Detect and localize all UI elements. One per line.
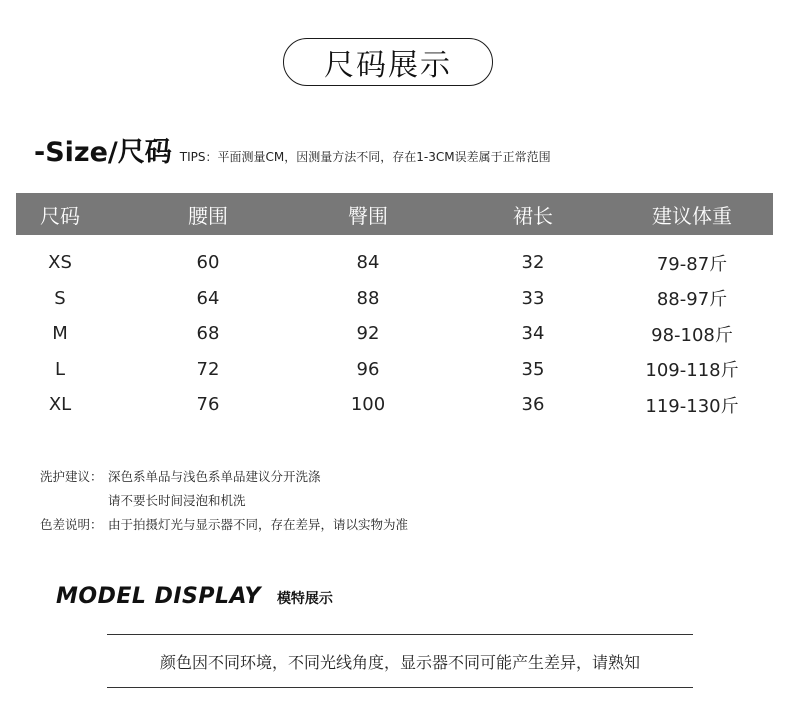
model-display-heading <box>56 584 333 609</box>
cell-skirt-length: 34 <box>521 323 545 345</box>
table-row <box>16 245 773 281</box>
size-table-header <box>16 193 773 235</box>
cell-hip: 92 <box>356 323 380 345</box>
cell-hip: 84 <box>356 252 380 274</box>
wash-advice-label: 洗护建议： <box>40 469 103 484</box>
size-tips: TIPS：平面测量CM，因测量方法不同，存在1-3CM误差属于正常范围 <box>179 150 551 164</box>
size-heading-label: -Size/尺码 <box>34 137 172 168</box>
header-size: 尺码 <box>40 203 80 228</box>
color-note-text: 由于拍摄灯光与显示器不同，存在差异，请以实物为准 <box>108 517 409 532</box>
cell-hip: 88 <box>356 287 380 309</box>
model-display-zh: 模特展示 <box>276 591 333 607</box>
header-skirt-length: 裙长 <box>513 203 553 228</box>
cell-waist: 72 <box>196 358 220 380</box>
cell-size: XS <box>48 252 72 274</box>
cell-size: S <box>54 287 66 309</box>
model-display-en: MODEL DISPLAY <box>56 584 261 609</box>
color-note-label: 色差说明： <box>40 517 103 532</box>
cell-weight: 79-87斤 <box>656 253 728 275</box>
cell-size: M <box>52 323 68 345</box>
header-weight: 建议体重 <box>652 203 732 228</box>
wash-advice-line <box>40 465 408 489</box>
cell-skirt-length: 33 <box>521 287 545 309</box>
header-waist: 腰围 <box>188 203 228 228</box>
divider-bottom <box>107 687 693 688</box>
cell-weight: 109-118斤 <box>645 360 739 382</box>
cell-weight: 119-130斤 <box>645 395 739 417</box>
cell-weight: 88-97斤 <box>656 289 728 311</box>
table-row <box>16 281 773 317</box>
cell-weight: 98-108斤 <box>651 324 733 346</box>
page-title: 尺码展示 <box>283 38 493 86</box>
cell-skirt-length: 36 <box>521 394 545 416</box>
care-notes <box>40 465 408 537</box>
cell-skirt-length: 35 <box>521 358 545 380</box>
header-hip: 臀围 <box>348 203 388 228</box>
wash-advice-text: 深色系单品与浅色系单品建议分开洗涤 <box>108 469 321 484</box>
size-table-body <box>16 245 773 423</box>
table-row <box>16 352 773 388</box>
cell-waist: 68 <box>196 323 220 345</box>
table-row <box>16 387 773 423</box>
table-row <box>16 316 773 352</box>
cell-size: L <box>54 358 66 380</box>
color-disclaimer: 颜色因不同环境，不同光线角度，显示器不同可能产生差异，请熟知 <box>159 652 640 672</box>
cell-skirt-length: 32 <box>521 252 545 274</box>
size-heading <box>34 130 551 169</box>
cell-waist: 64 <box>196 287 220 309</box>
cell-hip: 100 <box>350 394 386 416</box>
color-note-line <box>40 513 408 537</box>
cell-size: XL <box>48 394 72 416</box>
cell-waist: 76 <box>196 394 220 416</box>
wash-advice-text-2: 请不要长时间浸泡和机洗 <box>108 493 246 508</box>
cell-waist: 60 <box>196 252 220 274</box>
cell-hip: 96 <box>356 358 380 380</box>
wash-advice-line-2 <box>40 489 408 513</box>
